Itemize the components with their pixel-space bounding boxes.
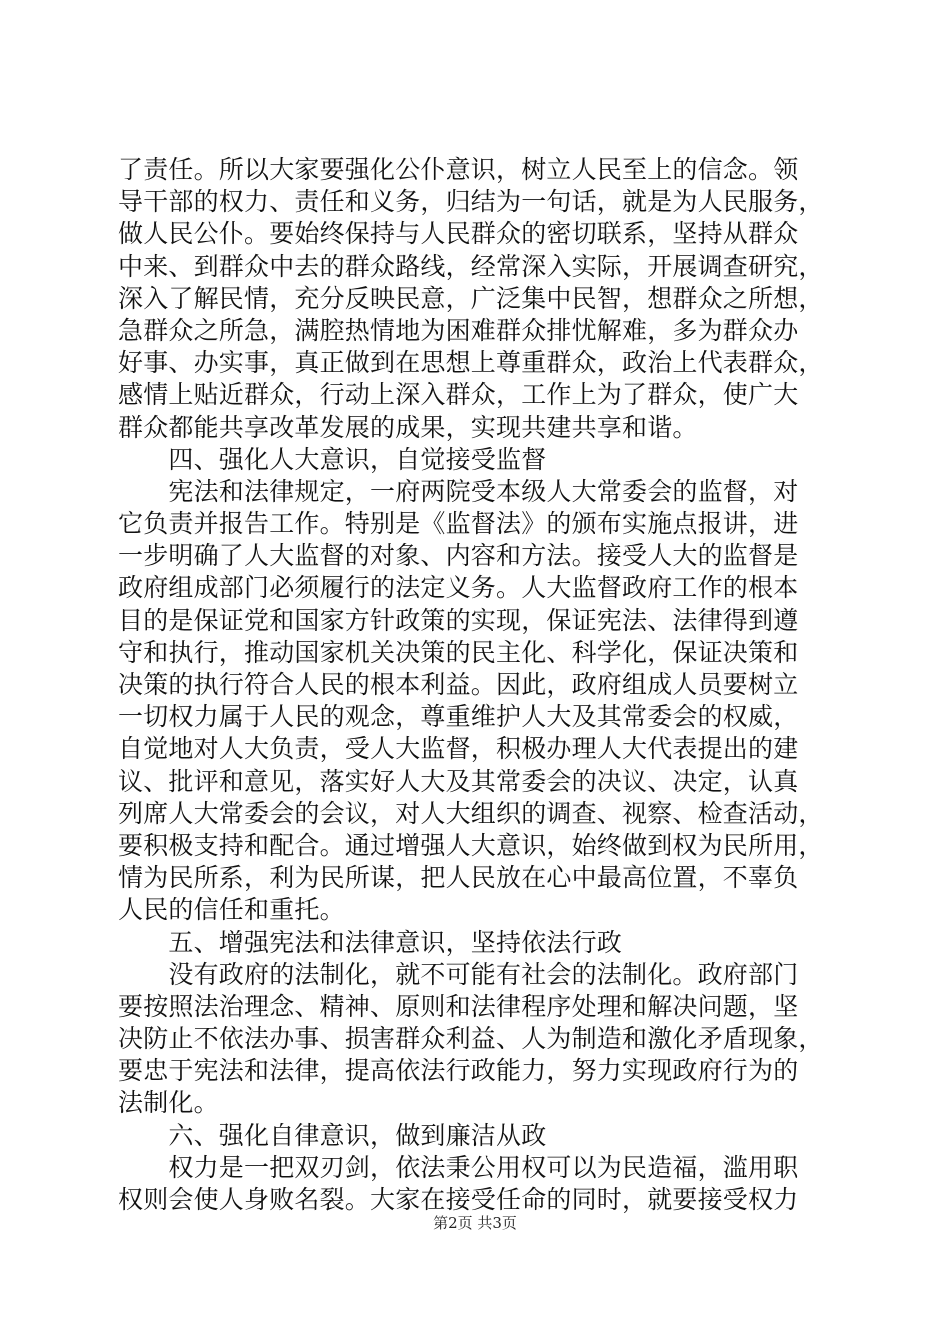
text-line: 权则会使人身败名裂。大家在接受任命的同时，就要接受权力 [118, 1185, 799, 1214]
section-heading-6: 六、强化自律意识，做到廉洁从政 [118, 1120, 547, 1150]
text-line: 深入了解民情，充分反映民意，广泛集中民智，想群众之所想， [118, 283, 824, 313]
text-line: 没有政府的法制化，就不可能有社会的法制化。政府部门 [118, 959, 799, 989]
text-line: 群众都能共享改革发展的成果，实现共建共享和谐。 [118, 412, 698, 442]
text-line: 自觉地对人大负责，受人大监督，积极办理人大代表提出的建 [118, 734, 799, 764]
text-line: 做人民公仆。要始终保持与人民群众的密切联系，坚持从群众 [118, 219, 799, 249]
text-line: 它负责并报告工作。特别是《监督法》的颁布实施点报讲，进 [118, 509, 799, 539]
text-line: 要积极支持和配合。通过增强人大意识，始终做到权为民所用， [118, 830, 824, 860]
text-line: 中来、到群众中去的群众路线，经常深入实际，开展调查研究， [118, 251, 824, 281]
text-line: 了责任。所以大家要强化公仆意识，树立人民至上的信念。领 [118, 155, 799, 184]
text-line: 人民的信任和重托。 [118, 895, 345, 925]
section-heading-5: 五、增强宪法和法律意识，坚持依法行政 [118, 927, 623, 957]
text-line: 一切权力属于人民的观念，尊重维护人大及其常委会的权威， [118, 702, 799, 732]
text-line: 政府组成部门必须履行的法定义务。人大监督政府工作的根本 [118, 573, 799, 603]
text-line: 要按照法治理念、精神、原则和法律程序处理和解决问题，坚 [118, 991, 799, 1021]
text-line: 导干部的权力、责任和义务，归结为一句话，就是为人民服务， [118, 187, 824, 217]
text-line: 权力是一把双刃剑，依法秉公用权可以为民造福，滥用职 [118, 1152, 799, 1182]
text-line: 情为民所系，利为民所谋，把人民放在心中最高位置，不辜负 [118, 863, 799, 893]
text-line: 感情上贴近群众，行动上深入群众，工作上为了群众，使广大 [118, 380, 799, 410]
text-line: 法制化。 [118, 1088, 219, 1118]
text-line: 守和执行，推动国家机关决策的民主化、科学化，保证决策和 [118, 637, 799, 667]
section-heading-4: 四、强化人大意识，自觉接受监督 [118, 444, 547, 474]
text-line: 议、批评和意见，落实好人大及其常委会的决议、决定，认真 [118, 766, 799, 796]
page-footer: 第2页 共3页 [433, 1214, 517, 1232]
text-line: 决防止不依法办事、损害群众利益、人为制造和激化矛盾现象， [118, 1024, 824, 1054]
text-line: 要忠于宪法和法律，提高依法行政能力，努力实现政府行为的 [118, 1056, 799, 1086]
text-line: 决策的执行符合人民的根本利益。因此，政府组成人员要树立 [118, 670, 799, 699]
text-line: 一步明确了人大监督的对象、内容和方法。接受人大的监督是 [118, 541, 799, 571]
text-line: 宪法和法律规定，一府两院受本级人大常委会的监督，对 [118, 476, 799, 506]
text-line: 好事、办实事，真正做到在思想上尊重群众，政治上代表群众， [118, 348, 824, 378]
text-line: 列席人大常委会的会议，对人大组织的调查、视察、检查活动， [118, 798, 824, 828]
document-body [118, 154, 838, 1216]
text-line: 目的是保证党和国家方针政策的实现，保证宪法、法律得到遵 [118, 605, 799, 635]
text-line: 急群众之所急，满腔热情地为困难群众排忧解难，多为群众办 [118, 315, 799, 345]
